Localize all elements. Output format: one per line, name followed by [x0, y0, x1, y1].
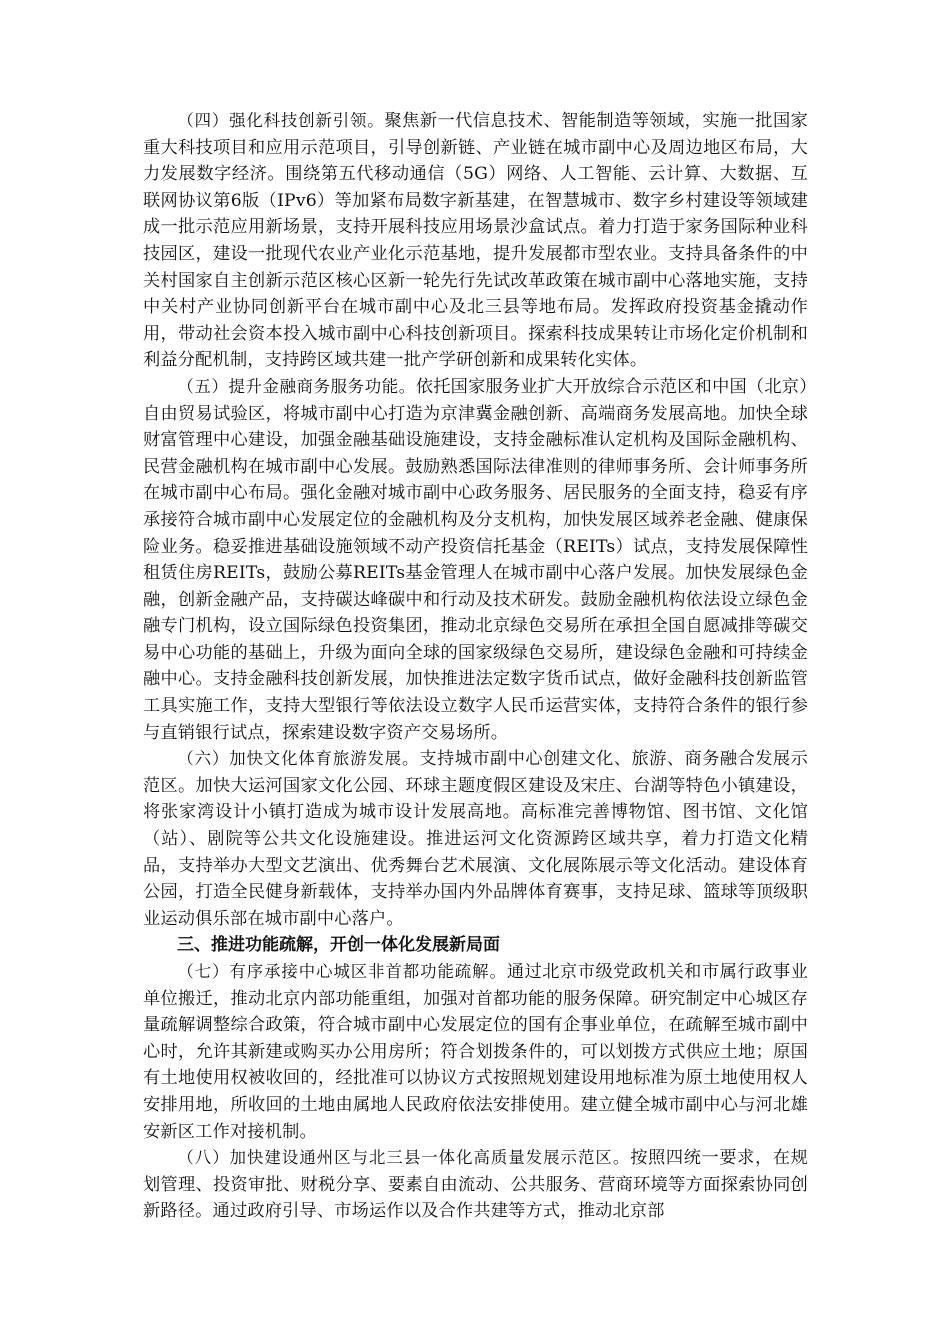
paragraph-body: 依托国家服务业扩大开放综合示范区和中国（北京）自由贸易试验区，将城市副中心打造为京津冀金融创新、高端商务发展高地。加快全球财富管理中心建设，加强金融基础设施建设，支持金融标准认定机构及国际金融机构、民营金融机构在城市副中心发展。鼓励熟悉国际法律准则的律师事务所、会计师事务所在城市副中心布局。强化金融对城市副中心政务服务、居民服务的全面支持，稳妥有序承接符合城市副中心发展定位的金融机构及分支机构，加快发展区域养老金融、健康保险业务。稳妥推进基础设施领域不动产投资信托基金（REITs）试点，支持发展保障性租赁住房REITs，鼓励公募REITs基金管理人在城市副中心落户发展。加快发展绿色金融，创新金融产品，支持碳达峰碳中和行动及技术研发。鼓励金融机构依法设立绿色金融专门机构，设立国际绿色投资集团，推动北京绿色交易所在承担全国自愿减排等碳交易中心功能的基础上，升级为面向全球的国家级绿色交易所，建设绿色金融和可持续金融中心。支持金融科技创新发展，加快推进法定数字货币试点，做好金融科技创新监管工具实施工作，支持大型银行等依法设立数字人民币运营实体，支持符合条件的银行参与直销银行试点，探索建设数字资产交易场所。 — [143, 376, 808, 743]
paragraph-body: 支持城市副中心创建文化、旅游、商务融合发展示范区。加快大运河国家文化公园、环球主题度假区建设及宋庄、台湖等特色小镇建设，将张家湾设计小镇打造成为城市设计发展高地。高标准完善博物馆、图书馆、文化馆（站）、剧院等公共文化设施建设。推进运河文化资源跨区域共享，着力打造文化精品，支持举办大型文艺演出、优秀舞台艺术展演、文化展陈展示等文化活动。建设体育公园，打造全民健身新载体，支持举办国内外品牌体育赛事，支持足球、篮球等顶级职业运动俱乐部在城市副中心落户。 — [143, 749, 808, 929]
paragraph-finance-business — [143, 374, 808, 746]
paragraph-body: 按照四统一要求，在规划管理、投资审批、财税分享、要素自由流动、公共服务、营商环境等方面探索协同创新路径。通过政府引导、市场运作以及合作共建等方式，推动北京部 — [143, 1148, 808, 1222]
paragraph-lead: （四）强化科技创新引领。 — [177, 111, 385, 130]
paragraph-lead: （五）提升金融商务服务功能。 — [177, 376, 416, 396]
paragraph-culture-sports-tourism — [143, 746, 808, 932]
paragraph-function-relief — [143, 959, 808, 1145]
document-page — [143, 108, 808, 1225]
paragraph-body: 聚焦新一代信息技术、智能制造等领域，实施一批国家重大科技项目和应用示范项目，引导创新链、产业链在城市副中心及周边地区布局，大力发展数字经济。围绕第五代移动通信（5G）网络、人工智能、云计算、大数据、互联网协议第6版（IPv6）等加紧布局数字新基建，在智慧城市、数字乡村建设等领域建成一批示范应用新场景，支持开展科技应用场景沙盒试点。着力打造于家务国际种业科技园区，建设一批现代农业产业化示范基地，提升发展都市型农业。支持具备条件的中关村国家自主创新示范区核心区新一轮先行先试改革政策在城市副中心落地实施，支持中关村产业协同创新平台在城市副中心及北三县等地布局。发挥政府投资基金撬动作用，带动社会资本投入城市副中心科技创新项目。探索科技成果转让市场化定价机制和利益分配机制，支持跨区域共建一批产学研创新和成果转化实体。 — [143, 111, 808, 371]
paragraph-lead: （七）有序承接中心城区非首都功能疏解。 — [177, 962, 507, 981]
section-heading: 三、推进功能疏解，开创一体化发展新局面 — [177, 935, 500, 956]
paragraph-tech-innovation — [143, 108, 808, 374]
paragraph-lead: （六）加快文化体育旅游发展。 — [177, 749, 420, 769]
paragraph-body: 通过北京市级党政机关和市属行政事业单位搬迁，推动北京内部功能重组，加强对首都功能的服务保障。研究制定中心城区存量疏解调整综合政策，符合城市副中心发展定位的国有企事业单位，在疏解至城市副中心时，允许其新建或购买办公用房所；符合划拨条件的，可以划拨方式供应土地；原国有土地使用权被收回的，经批准可以协议方式按照规划建设用地标准为原土地使用权人安排用地，所收回的土地由属地人民政府依法安排使用。建立健全城市副中心与河北雄安新区工作对接机制。 — [143, 962, 808, 1142]
paragraph-integration-demo-zone — [143, 1145, 808, 1225]
paragraph-lead: （八）加快建设通州区与北三县一体化高质量发展示范区。 — [177, 1148, 631, 1168]
